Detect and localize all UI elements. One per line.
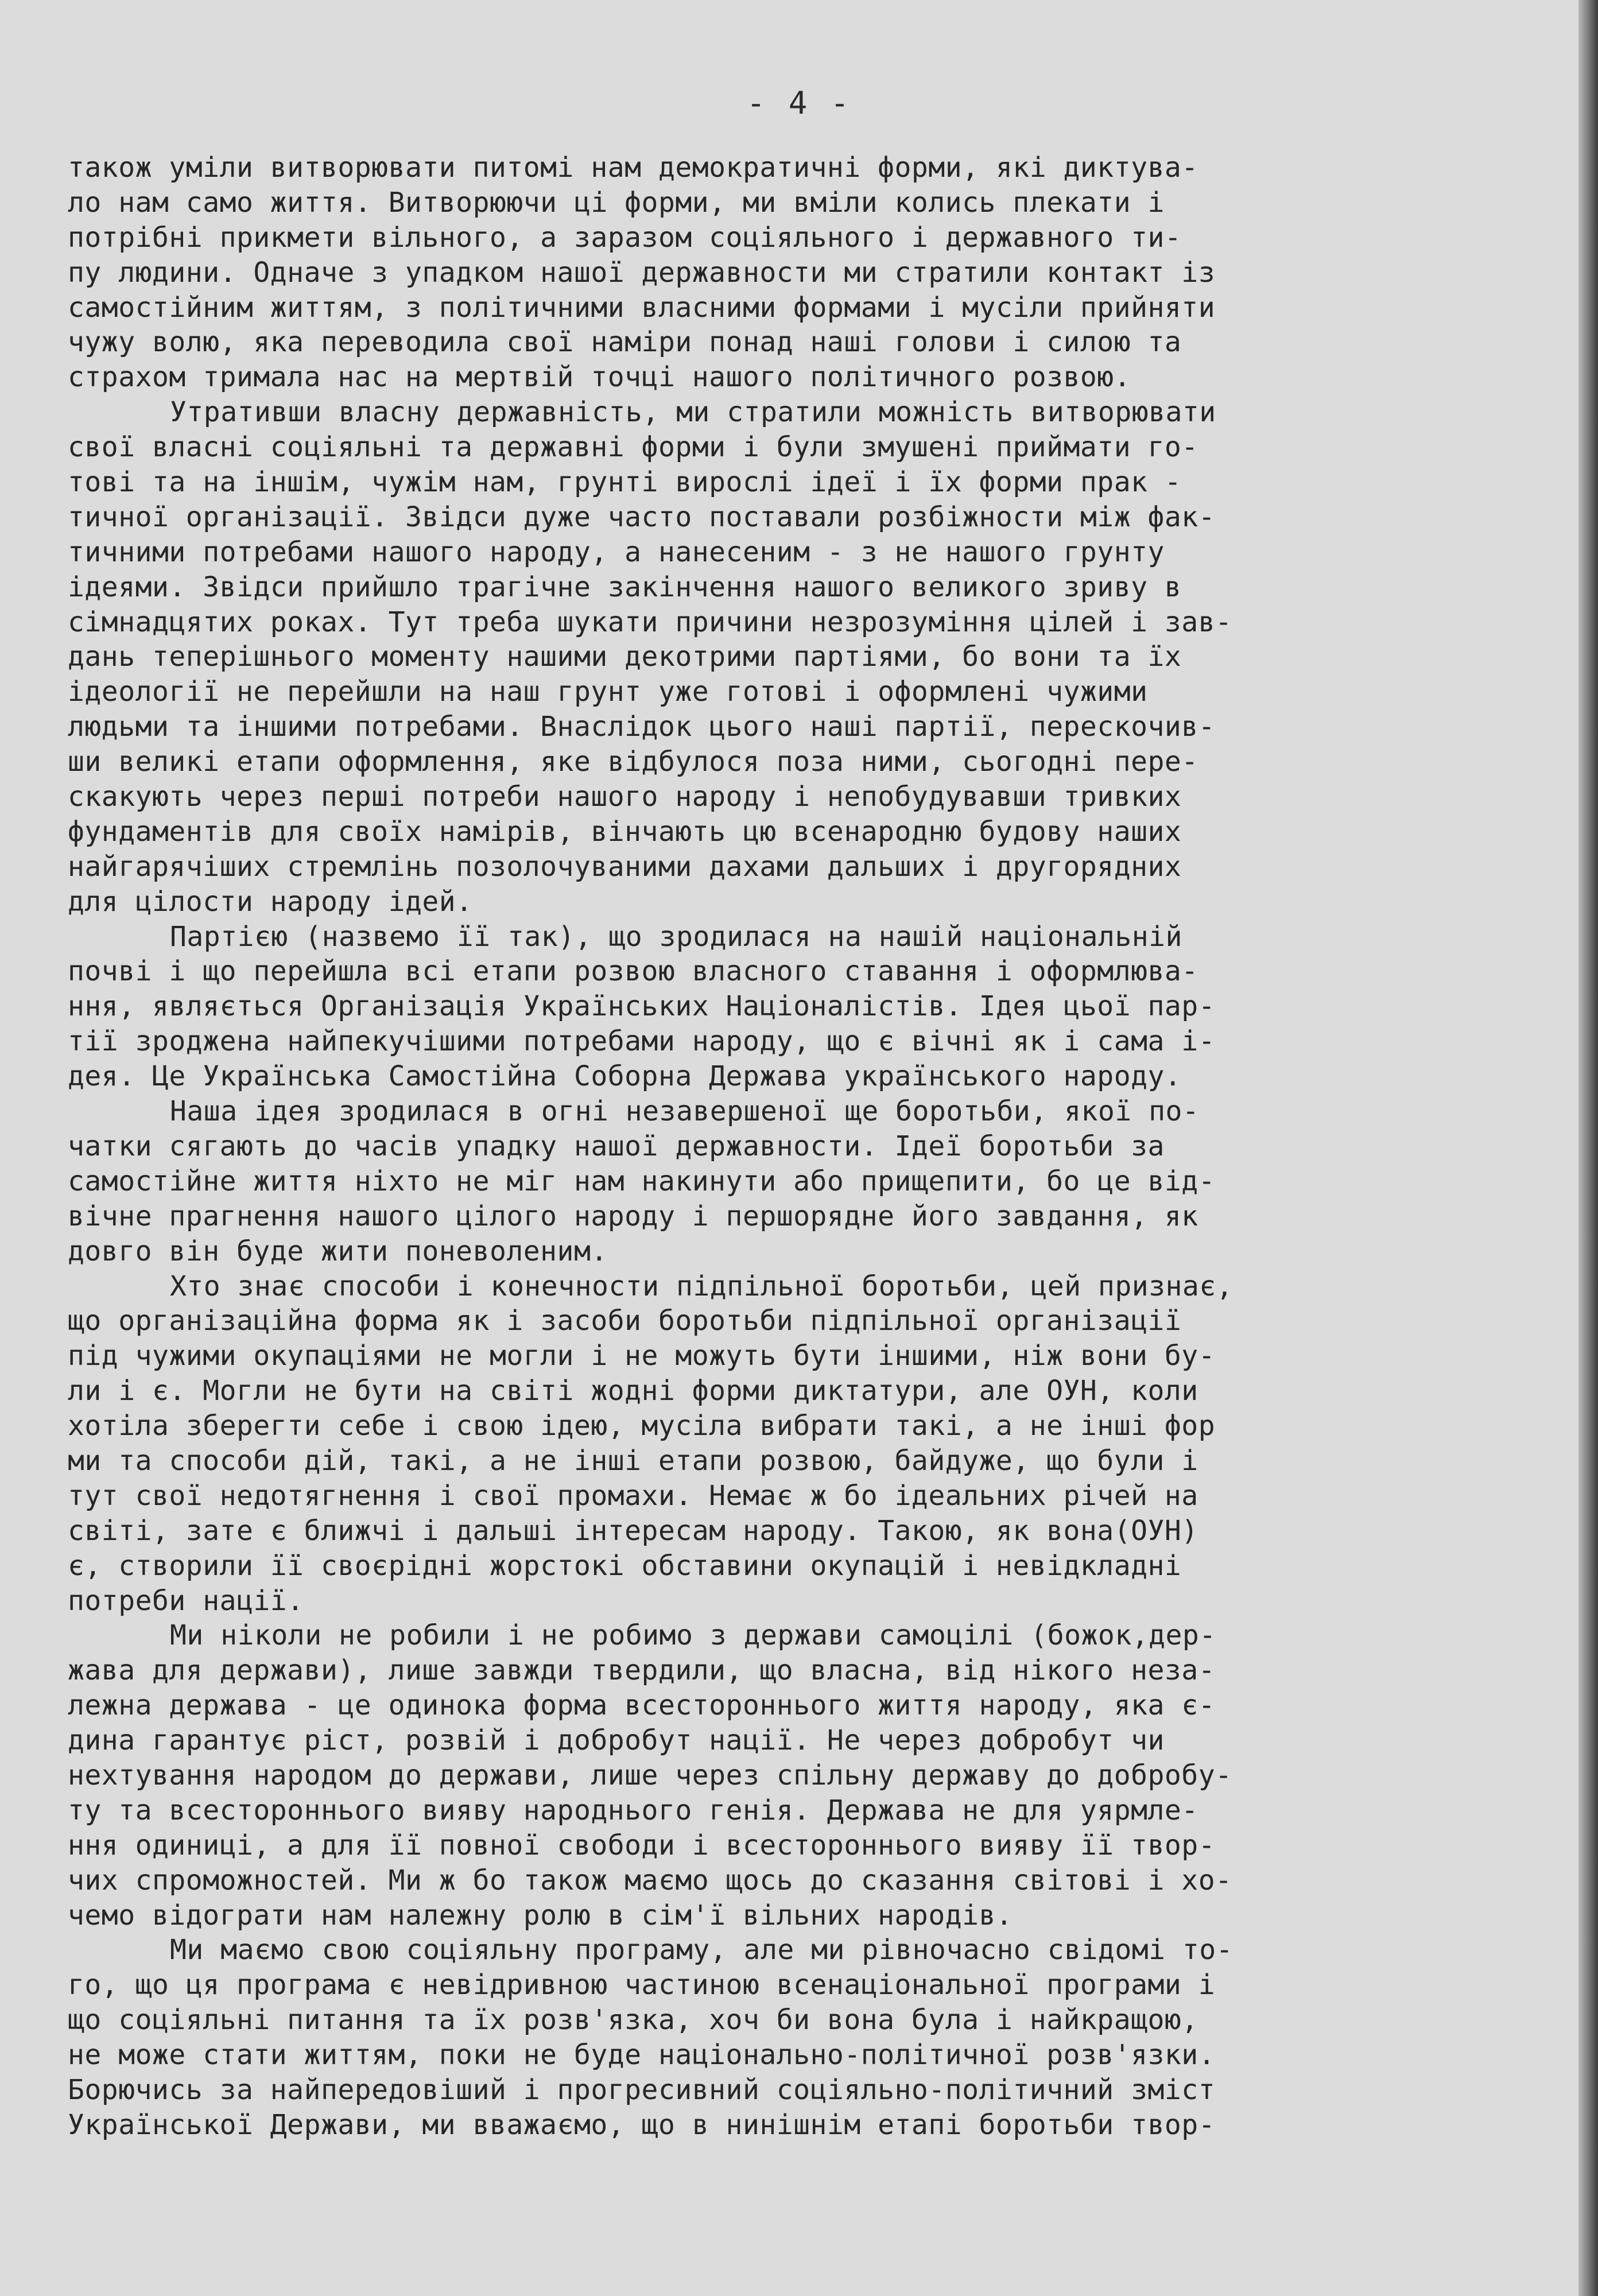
text-line: найгарячіших стремлінь позолочуваними дахами дальших і другорядних <box>68 850 1182 883</box>
text-line: не може стати життям, поки не буде національно-політичної розв'язки. <box>68 2039 1216 2072</box>
text-line: для цілости народу ідей. <box>68 885 473 918</box>
text-line: тові та на іншім, чужім нам, грунті вирослі ідеї і їх форми прак - <box>68 466 1182 499</box>
text-line: потреби нації. <box>68 1584 304 1617</box>
text-line: дань теперішнього моменту нашими декотрими партіями, бо вони та їх <box>68 641 1182 673</box>
text-line: го, що ця програма є невідривною частиною всенаціональної програми і <box>68 1969 1216 2002</box>
text-line: лежна держава - це одинока форма всестороннього життя народу, яка є- <box>68 1689 1216 1722</box>
text-line: ло нам само життя. Витворюючи ці форми, ми вміли колись плекати і <box>68 186 1165 219</box>
text-line: під чужими окупаціями не могли і не можуть бути іншими, ніж вони бу- <box>68 1340 1216 1372</box>
text-line: що соціяльні питання та їх розв'язка, хоч би вона була і найкращою, <box>68 2004 1198 2037</box>
text-line: тичної організації. Звідси дуже часто поставали розбіжности між фак- <box>68 501 1216 533</box>
text-line: хотіла зберегти себе і свою ідею, мусіла вибрати такі, а не інші фор <box>68 1410 1216 1442</box>
text-line: чужу волю, яка переводила свої наміри понад наші голови і силою та <box>68 326 1182 359</box>
text-line: є, створили її своєрідні жорстокі обставини окупацій і невідкладні <box>68 1549 1182 1582</box>
text-line: що організаційна форма як і засоби боротьби підпільної організації <box>68 1305 1182 1337</box>
text-line: Партією (назвемо її так), що зродилася на нашій національній <box>170 920 1182 953</box>
text-line: ння, являється Організація Українських Націоналістів. Ідея цьої пар- <box>68 990 1216 1023</box>
text-line: ли і є. Могли не бути на світі жодні форми диктатури, але ОУН, коли <box>68 1375 1198 1407</box>
text-line: ши великі етапи оформлення, яке відбулося поза ними, сьогодні пере- <box>68 746 1198 778</box>
text-line: ідеології не перейшли на наш грунт уже готові і оформлені чужими <box>68 676 1148 708</box>
text-line: фундаментів для своїх намірів, вінчають цю всенародню будову наших <box>68 815 1182 848</box>
text-line: ідеями. Звідси прийшло трагічне закінчення нашого великого зриву в <box>68 571 1182 603</box>
text-line: сімнадцятих роках. Тут треба шукати причини незрозуміння цілей і зав- <box>68 606 1232 638</box>
text-line: Ми маємо свою соціяльну програму, але ми рівночасно свідомі то- <box>170 1934 1234 1967</box>
text-line: скакують через перші потреби нашого народу і непобудувавши тривких <box>68 781 1182 813</box>
text-line: тії зроджена найпекучішими потребами народу, що є вічні як і сама і- <box>68 1025 1216 1058</box>
text-line: людьми та іншими потребами. Внаслідок цього наші партії, перескочив- <box>68 711 1216 743</box>
text-line: тичними потребами нашого народу, а нанесеним - з не нашого грунту <box>68 536 1165 568</box>
text-line: потрібні прикмети вільного, а заразом соціяльного і державного ти- <box>68 221 1182 254</box>
text-line: вічне прагнення нашого цілого народу і першорядне його завдання, як <box>68 1200 1198 1232</box>
text-line: ту та всестороннього вияву народнього генія. Держава не для уярмле- <box>68 1794 1198 1826</box>
text-line: також уміли витворювати питомі нам демократичні форми, які диктува- <box>68 152 1198 184</box>
page-number: - 4 - <box>746 85 852 121</box>
text-line: дея. Це Українська Самостійна Соборна Держава українського народу. <box>68 1060 1182 1093</box>
text-line: страхом тримала нас на мертвій точці нашого політичного розвою. <box>68 361 1131 394</box>
text-line: Утративши власну державність, ми стратили можність витворювати <box>170 396 1216 429</box>
text-line: самостійне життя ніхто не міг нам накинути або прищепити, бо це від- <box>68 1165 1216 1197</box>
text-line: Ми ніколи не робили і не робимо з держави самоцілі (божок,дер- <box>170 1619 1216 1652</box>
text-line: нехтування народом до держави, лише через спільну державу до добробу- <box>68 1759 1232 1791</box>
text-line: почві і що перейшла всі етапи розвою власного ставання і оформлюва- <box>68 955 1198 988</box>
text-line: чатки сягають до часів упадку нашої державности. Ідеї боротьби за <box>68 1130 1165 1162</box>
text-line: Української Держави, ми вважаємо, що в нинішнім етапі боротьби твор- <box>68 2108 1216 2141</box>
text-line: самостійним життям, з політичними власними формами і мусіли прийняти <box>68 291 1216 324</box>
text-line: жава для держави), лише завжди твердили, що власна, від нікого неза- <box>68 1654 1216 1687</box>
text-line: тут свої недотягнення і свої промахи. Немає ж бо ідеальних річей на <box>68 1479 1198 1512</box>
text-line: чемо відограти нам належну ролю в сім'ї вільних народів. <box>68 1899 1013 1932</box>
text-line: чих спроможностей. Ми ж бо також маємо щось до сказання світові і хо- <box>68 1864 1232 1896</box>
text-line: ння одиниці, а для її повної свободи і всестороннього вияву її твор- <box>68 1829 1216 1861</box>
text-line: ми та способи дій, такі, а не інші етапи розвою, байдуже, що були і <box>68 1444 1198 1477</box>
text-line: Наша ідея зродилася в огні незавершеної ще боротьби, якої по- <box>170 1095 1200 1128</box>
text-line: дина гарантує ріст, розвій і добробут нації. Не через добробут чи <box>68 1724 1165 1757</box>
text-line: свої власні соціяльні та державні форми і були змушені приймати го- <box>68 431 1198 464</box>
text-line: пу людини. Одначе з упадком нашої державности ми стратили контакт із <box>68 256 1216 289</box>
text-line: Борючись за найпередовіший і прогресивний соціяльно-політичний зміст <box>68 2073 1216 2106</box>
text-line: довго він буде жити поневоленим. <box>68 1235 608 1267</box>
typewritten-text-body <box>68 150 1537 2143</box>
page-edge-shadow <box>1578 0 1598 2296</box>
text-line: світі, зате є ближчі і дальші інтересам народу. Такою, як вона(ОУН) <box>68 1514 1198 1547</box>
text-line: Хто знає способи і конечности підпільної боротьби, цей признає, <box>170 1270 1234 1302</box>
